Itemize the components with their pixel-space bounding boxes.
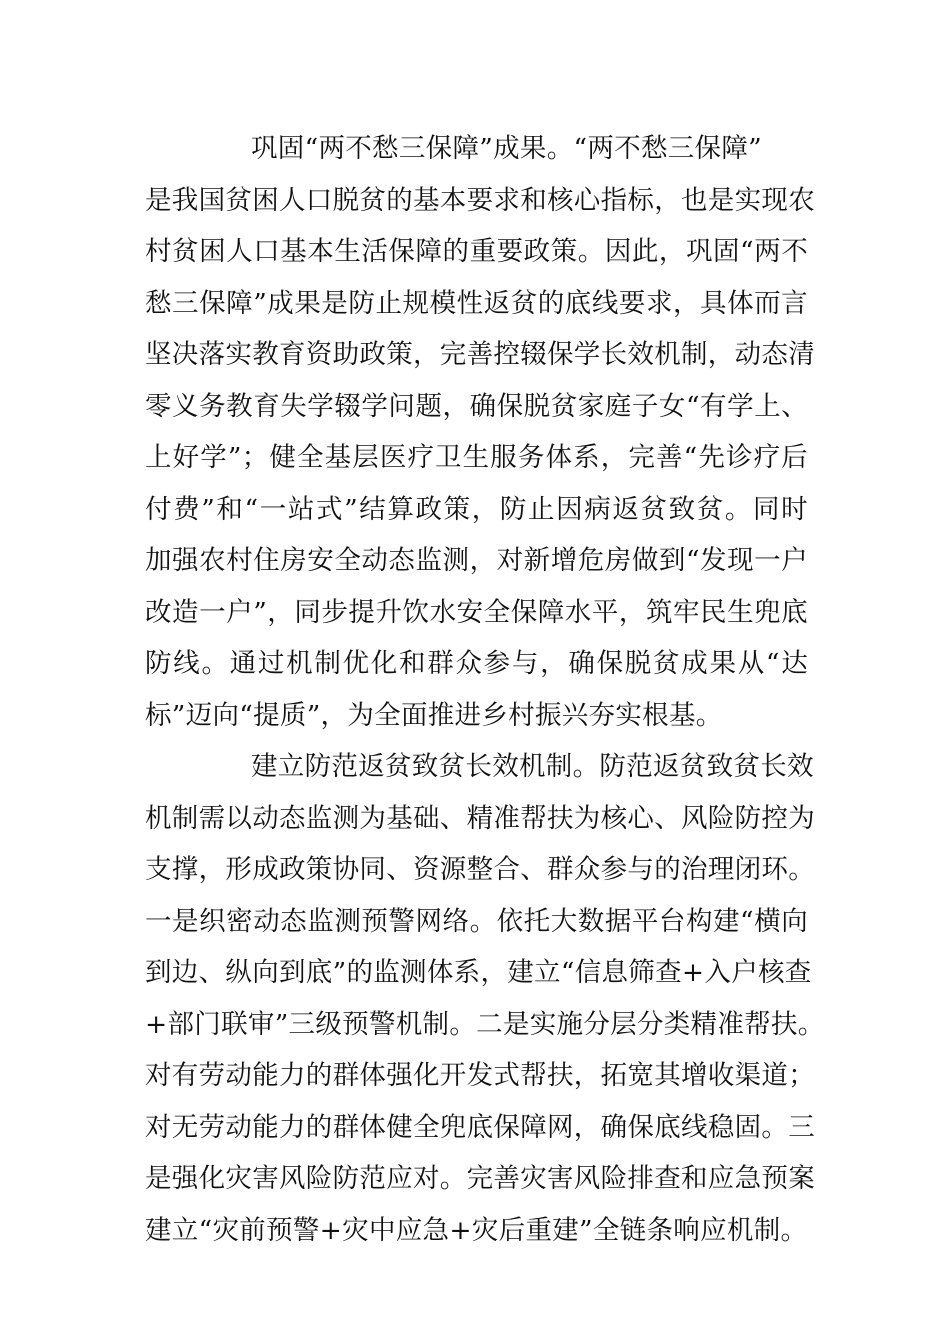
paragraph-line: 加强农村住房安全动态监测，对新增危房做到“发现一户 <box>145 545 808 576</box>
paragraph-line: 支撑，形成政策协同、资源整合、群众参与的治理闭环。 <box>145 854 815 885</box>
paragraph-prevention-mechanism <box>145 741 825 1256</box>
paragraph-line: 是我国贫困人口脱贫的基本要求和核心指标，也是实现农 <box>145 184 815 216</box>
paragraph-line: 是强化灾害风险防范应对。完善灾害风险排查和应急预案 <box>145 1163 815 1194</box>
paragraph-line: 对无劳动能力的群体健全兜底保障网，确保底线稳固。三 <box>145 1111 815 1143</box>
paragraph-line: 建立“灾前预警+灾中应急+灾后重建”全链条响应机制。 <box>145 1214 808 1246</box>
document-body <box>145 123 825 1256</box>
paragraph-line: 机制需以动态监测为基础、精准帮扶为核心、风险防控为 <box>145 802 815 834</box>
paragraph-consolidate-achievements <box>145 123 815 741</box>
paragraph-line: 防线。通过机制优化和群众参与，确保脱贫成果从“达 <box>145 648 808 679</box>
paragraph-line: 上好学”；健全基层医疗卫生服务体系，完善“先诊疗后 <box>145 442 808 473</box>
paragraph-line: 标”迈向“提质”，为全面推进乡村振兴夯实根基。 <box>145 699 723 731</box>
paragraph-line: 付费”和“一站式”结算政策，防止因病返贫致贫。同时 <box>145 493 808 525</box>
paragraph-line: 改造一户”，同步提升饮水安全保障水平，筑牢民生兜底 <box>145 596 808 628</box>
paragraph-line: 巩固“两不愁三保障”成果。“两不愁三保障” <box>251 133 762 164</box>
paragraph-line: 一是织密动态监测预警网络。依托大数据平台构建“横向 <box>145 905 808 937</box>
paragraph-line: 建立防范返贫致贫长效机制。防范返贫致贫长效 <box>251 751 814 782</box>
paragraph-line: 零义务教育失学辍学问题，确保脱贫家庭子女“有学上、 <box>145 390 808 422</box>
paragraph-line: 到边、纵向到底”的监测体系，建立“信息筛查+入户核查 <box>145 957 812 988</box>
paragraph-line: +部门联审”三级预警机制。二是实施分层分类精准帮扶。 <box>145 1008 825 1040</box>
paragraph-line: 对有劳动能力的群体强化开发式帮扶，拓宽其增收渠道； <box>145 1060 815 1091</box>
paragraph-line: 愁三保障”成果是防止规模性返贫的底线要求，具体而言 <box>145 287 808 319</box>
paragraph-line: 村贫困人口基本生活保障的重要政策。因此，巩固“两不 <box>145 236 808 267</box>
paragraph-line: 坚决落实教育资助政策，完善控辍保学长效机制，动态清 <box>145 339 815 370</box>
